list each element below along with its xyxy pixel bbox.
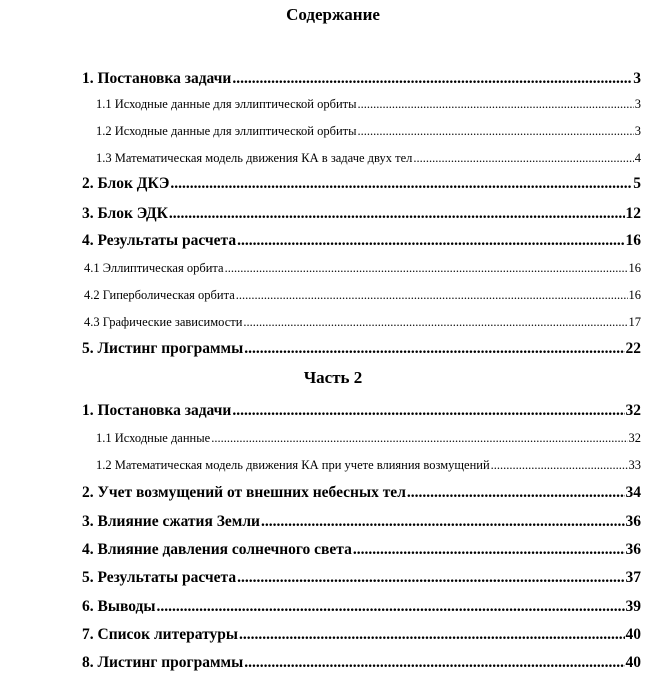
toc-entry-label: 1.2 Исходные данные для эллиптической орбиты (96, 124, 357, 138)
toc-entry[interactable] (82, 401, 641, 421)
toc-entry-page: 16 (628, 288, 641, 302)
dot-leader (413, 150, 633, 166)
dot-leader (232, 69, 632, 89)
dot-leader (243, 314, 627, 330)
toc-entry-label: 2. Блок ДКЭ (82, 175, 170, 192)
toc-entry-label: 4.1 Эллиптическая орбита (84, 261, 224, 275)
toc-entry-label: 4.3 Графические зависимости (84, 315, 243, 329)
dot-leader (170, 174, 632, 194)
toc-entry-page: 16 (625, 232, 641, 249)
toc-entry-label: 1.2 Математическая модель движения КА при учете влияния возмущений (96, 458, 490, 472)
toc-entry[interactable] (96, 96, 641, 112)
toc-entry[interactable] (82, 69, 641, 89)
toc-title: Содержание (286, 5, 380, 24)
dot-leader (156, 597, 624, 617)
toc-entry[interactable] (96, 150, 641, 166)
toc-entry-page: 3 (634, 97, 641, 111)
dot-leader (358, 96, 634, 112)
toc-entry-page: 5 (633, 175, 641, 192)
toc-entry-page: 22 (625, 340, 641, 357)
toc-entry-page: 33 (628, 458, 641, 472)
toc-entry[interactable] (82, 625, 641, 645)
toc-entry[interactable] (96, 430, 641, 446)
dot-leader (169, 204, 625, 224)
toc-entry-label: 5. Результаты расчета (82, 569, 237, 586)
toc-entry[interactable] (82, 204, 641, 224)
toc-entry[interactable] (96, 123, 641, 139)
toc-entry-label: 4. Влияние давления солнечного света (82, 541, 352, 558)
dot-leader (237, 568, 624, 588)
toc-entry-label: 7. Список литературы (82, 626, 238, 643)
dot-leader (225, 260, 628, 276)
dot-leader (261, 512, 625, 532)
toc-entry-page: 12 (625, 205, 641, 222)
toc-entry[interactable] (82, 597, 641, 617)
toc-entry-page: 3 (634, 124, 641, 138)
toc-entry-page: 39 (625, 598, 641, 615)
toc-entry-page: 4 (634, 151, 641, 165)
toc-entry[interactable] (82, 174, 641, 194)
toc-entry[interactable] (82, 483, 641, 503)
part-heading: Часть 2 (303, 368, 363, 387)
toc-entry-label: 1. Постановка задачи (82, 70, 232, 87)
dot-leader (491, 457, 628, 473)
dot-leader (244, 653, 624, 673)
toc-entry-page: 40 (625, 626, 641, 643)
toc-entry-page: 37 (625, 569, 641, 586)
toc-entry-label: 1.1 Исходные данные для эллиптической орбиты (96, 97, 357, 111)
dot-leader (353, 540, 625, 560)
toc-entry[interactable] (82, 540, 641, 560)
toc-entry[interactable] (84, 260, 641, 276)
toc-entry-label: 1. Постановка задачи (82, 402, 232, 419)
toc-entry[interactable] (82, 231, 641, 251)
dot-leader (211, 430, 627, 446)
toc-entry-label: 4.2 Гиперболическая орбита (84, 288, 235, 302)
toc-entry-label: 4. Результаты расчета (82, 232, 237, 249)
toc-entry-label: 5. Листинг программы (82, 340, 244, 357)
toc-entry[interactable] (82, 568, 641, 588)
toc-entry[interactable] (84, 314, 641, 330)
toc-entry[interactable] (96, 457, 641, 473)
toc-entry-label: 8. Листинг программы (82, 654, 244, 671)
toc-entry-label: 6. Выводы (82, 598, 156, 615)
toc-entry-page: 36 (625, 541, 641, 558)
toc-entry-label: 1.1 Исходные данные (96, 431, 211, 445)
toc-entry-label: 3. Блок ЭДК (82, 205, 168, 222)
dot-leader (237, 231, 624, 251)
dot-leader (236, 287, 628, 303)
toc-entry-page: 3 (633, 70, 641, 87)
dot-leader (358, 123, 634, 139)
toc-entry-page: 32 (625, 402, 641, 419)
toc-entry-page: 34 (625, 484, 641, 501)
toc-entry-page: 36 (625, 513, 641, 530)
dot-leader (232, 401, 624, 421)
toc-entry-label: 3. Влияние сжатия Земли (82, 513, 260, 530)
toc-entry[interactable] (84, 287, 641, 303)
dot-leader (244, 339, 624, 359)
toc-entry[interactable] (82, 339, 641, 359)
toc-entry-page: 40 (625, 654, 641, 671)
toc-entry-page: 32 (628, 431, 641, 445)
toc-entry[interactable] (82, 653, 641, 673)
toc-entry-page: 16 (628, 261, 641, 275)
toc-entry-label: 2. Учет возмущений от внешних небесных тел (82, 484, 406, 501)
toc-entry-label: 1.3 Математическая модель движения КА в задаче двух тел (96, 151, 413, 165)
dot-leader (407, 483, 625, 503)
toc-entry[interactable] (82, 512, 641, 532)
toc-entry-page: 17 (628, 315, 641, 329)
dot-leader (239, 625, 625, 645)
